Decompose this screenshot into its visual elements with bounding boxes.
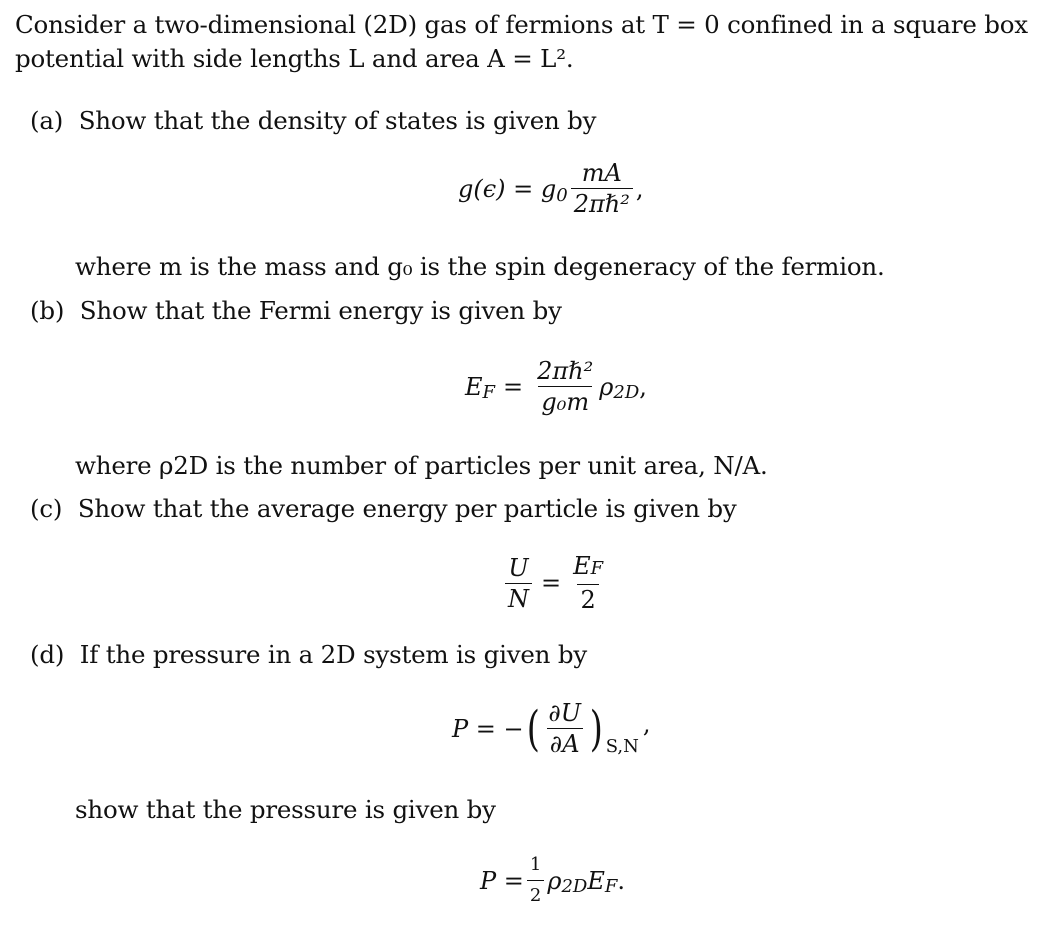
eq-c-right-fraction	[570, 553, 606, 613]
eq-b-numerator: 2πℏ²	[537, 357, 594, 385]
item-b	[30, 294, 562, 328]
item-b-note: where ρ2D is the number of particles per unit area, N/A.	[75, 451, 768, 480]
item-d	[30, 638, 587, 672]
eq-d1-numerator: ∂U	[548, 699, 581, 727]
eq-a-sub: 0	[556, 185, 568, 206]
eq-d2-denominator: 2	[527, 880, 544, 909]
eq-d1-fraction	[545, 700, 584, 757]
eq-c-left-fraction	[505, 555, 532, 612]
eq-d1-end: ,	[642, 709, 651, 738]
right-paren: )	[589, 700, 603, 757]
eq-b-denominator: g₀m	[538, 386, 592, 415]
eq-d1-lhs: P = −	[452, 714, 524, 743]
eq-d2-rho-sub: 2D	[561, 876, 588, 897]
item-b-text: Show that the Fermi energy is given by	[79, 296, 562, 325]
equation-density-of-states	[458, 160, 643, 217]
item-a-label: (a)	[30, 106, 64, 135]
eq-b-tail: ρ	[599, 372, 614, 401]
item-c-text: Show that the average energy per particle is given by	[77, 494, 737, 523]
eq-d1-sub: S,N	[605, 736, 639, 757]
eq-d2-lhs: P =	[480, 866, 524, 895]
eq-c-ef-sub: F	[590, 558, 604, 579]
eq-d2-rho: ρ	[547, 866, 562, 895]
eq-d2-numerator: 1	[529, 854, 542, 875]
eq-c-left-numerator: U	[508, 553, 529, 582]
intro-line-2: potential with side lengths L and area A = L².	[15, 44, 574, 73]
eq-a-fraction	[571, 160, 633, 217]
eq-a-tail: ,	[635, 174, 644, 203]
equation-fermi-energy	[465, 358, 647, 415]
item-c-label: (c)	[30, 494, 63, 523]
eq-d2-e-sub: F	[604, 876, 618, 897]
eq-d2-end: .	[617, 866, 626, 895]
equation-average-energy	[502, 553, 609, 613]
eq-a-denominator: 2πℏ²	[571, 188, 633, 217]
item-a-text: Show that the density of states is given by	[78, 106, 597, 135]
item-b-label: (b)	[30, 296, 65, 325]
eq-d2-fraction	[527, 852, 544, 909]
eq-d1-denominator: ∂A	[547, 728, 583, 757]
item-d-text: If the pressure in a 2D system is given by	[79, 640, 587, 669]
item-a-note: where m is the mass and g₀ is the spin degeneracy of the fermion.	[75, 252, 885, 281]
item-d-label: (d)	[30, 640, 65, 669]
eq-b-lhs: E	[465, 372, 483, 401]
eq-b-fraction	[534, 358, 596, 415]
eq-a-lhs: g(ϵ) = g	[458, 174, 557, 203]
eq-b-equals: =	[503, 372, 524, 401]
eq-c-left-denominator: N	[505, 583, 532, 612]
eq-c-right-denominator: 2	[577, 584, 598, 613]
eq-b-lhs-sub: F	[482, 382, 496, 403]
eq-c-equals: =	[541, 569, 562, 597]
eq-c-right-numerator	[570, 553, 606, 584]
left-paren: (	[526, 700, 540, 757]
equation-pressure-result	[480, 852, 625, 909]
equation-pressure-definition	[452, 700, 651, 757]
eq-d2-e: E	[587, 866, 605, 895]
eq-a-numerator: mA	[581, 159, 622, 187]
item-a	[30, 104, 596, 138]
eq-c-ef: E	[573, 552, 591, 580]
item-d-note: show that the pressure is given by	[75, 795, 496, 824]
eq-b-tail-sub: 2D	[613, 382, 640, 403]
item-c	[30, 492, 736, 526]
eq-b-end: ,	[639, 372, 647, 401]
intro-line-1: Consider a two-dimensional (2D) gas of fermions at T = 0 confined in a square box	[15, 10, 1028, 39]
